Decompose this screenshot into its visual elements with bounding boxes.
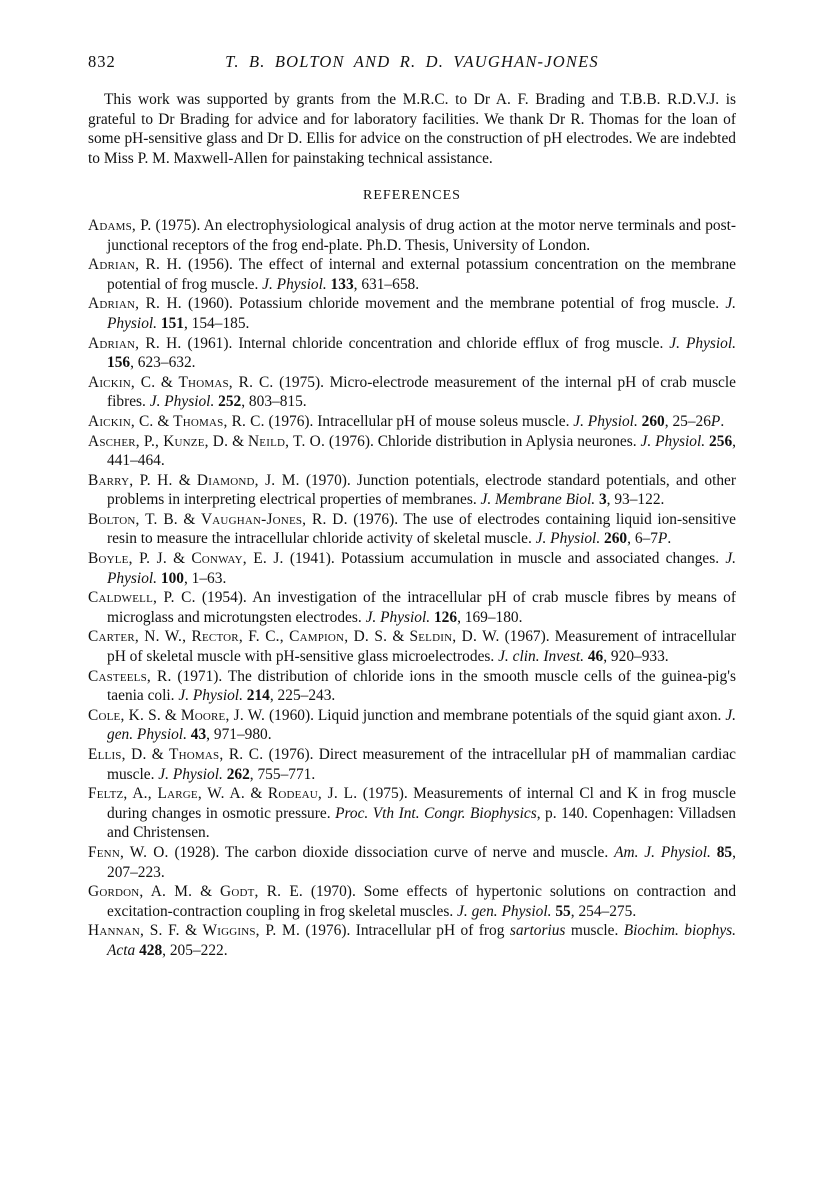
- reference-segment: (1961). Internal chloride concentration and chloride efflux of frog muscle.: [181, 334, 670, 352]
- reference-segment: J. Physiol.: [262, 275, 331, 293]
- reference-segment: Boyle, P. J.: [88, 550, 167, 568]
- reference-segment: , 441–464.: [107, 432, 736, 470]
- reference-segment: (1976). Chloride distribution in Aplysia neurones.: [325, 432, 641, 450]
- reference-segment: 252: [218, 393, 242, 411]
- reference-segment: 156: [107, 354, 131, 372]
- reference-segment: (1960). Potassium chloride movement and the membrane potential of frog muscle.: [181, 295, 726, 313]
- reference-segment: , 803–815.: [241, 393, 307, 411]
- reference-segment: Seldin, D. W.: [409, 628, 500, 646]
- reference-segment: Moore, J. W.: [180, 706, 266, 724]
- reference-segment: J. Physiol.: [107, 295, 736, 332]
- reference-segment: J. Physiol.: [158, 765, 227, 783]
- reference-segment: (1975). Measurements of internal Cl and K in frog muscle during changes in osmotic pressure.: [107, 785, 736, 822]
- reference-segment: Adams, P.: [88, 216, 152, 234]
- page-number: 832: [88, 52, 116, 71]
- reference-entry: [88, 882, 736, 921]
- reference-segment: (1960). Liquid junction and membrane potentials of the squid giant axon.: [265, 706, 726, 724]
- reference-segment: &: [179, 922, 203, 940]
- reference-segment: , 920–933.: [603, 648, 669, 666]
- reference-segment: &: [160, 706, 181, 724]
- reference-segment: muscle.: [565, 922, 624, 940]
- reference-segment: &: [228, 432, 248, 450]
- reference-segment: Vaughan-Jones, R. D.: [200, 510, 348, 528]
- reference-segment: (1975). An electrophysiological analysis of drug action at the motor nerve terminals and post-junctional receptors of the frog end-plate. Ph.D. Thesis, University of London.: [107, 216, 736, 254]
- reference-segment: Casteels, R.: [88, 667, 172, 685]
- reference-segment: Gordon, A. M.: [88, 883, 193, 901]
- reference-segment: , 1–63.: [183, 569, 227, 587]
- reference-segment: , 205–222.: [162, 941, 228, 959]
- reference-segment: Fenn, W. O.: [88, 843, 169, 861]
- reference-segment: Neild, T. O.: [247, 432, 325, 450]
- reference-segment: (1971). The distribution of chloride ions in the smooth muscle cells of the guinea-pig's taenia coli.: [107, 667, 736, 705]
- reference-segment: (1956). The effect of internal and external potassium concentration on the membrane potential of frog muscle.: [107, 256, 736, 293]
- reference-segment: , 207–223.: [107, 843, 736, 881]
- reference-segment: Barry, P. H.: [88, 471, 173, 489]
- reference-segment: Godt, R. E.: [220, 883, 303, 901]
- reference-segment: Hannan, S. F.: [88, 922, 180, 940]
- reference-entry: [88, 412, 736, 432]
- reference-segment: Carter, N. W., Rector, F. C., Campion, D. S.: [88, 628, 388, 646]
- page-header: [88, 52, 736, 76]
- reference-segment: (1928). The carbon dioxide dissociation curve of nerve and muscle.: [168, 843, 615, 861]
- reference-segment: , 6–7: [627, 530, 658, 548]
- reference-list: [88, 216, 736, 961]
- references-heading: REFERENCES: [363, 188, 461, 204]
- reference-segment: 151: [160, 314, 184, 332]
- reference-segment: (1975). Micro-electrode measurement of the internal pH of crab muscle fibres.: [107, 373, 736, 411]
- reference-segment: , 169–180.: [457, 608, 523, 626]
- reference-segment: 55: [555, 902, 571, 920]
- reference-segment: J. Membrane Biol.: [480, 491, 599, 509]
- reference-entry: [88, 784, 736, 843]
- reference-segment: Aickin, C.: [88, 412, 154, 430]
- reference-segment: (1954). An investigation of the intracellular pH of crab muscle fibres by means of microglass and microtungsten electrodes.: [107, 589, 736, 626]
- reference-segment: , 631–658.: [353, 275, 420, 293]
- reference-segment: Caldwell, P. C.: [88, 589, 196, 607]
- reference-segment: J. Physiol.: [365, 608, 434, 626]
- reference-segment: 46: [587, 648, 604, 666]
- reference-entry: [88, 255, 736, 294]
- reference-segment: , 755–771.: [249, 765, 316, 783]
- reference-segment: , 25–26: [664, 412, 711, 430]
- reference-segment: Thomas, R. C.: [173, 412, 265, 430]
- reference-segment: J. gen. Physiol.: [107, 706, 737, 744]
- reference-segment: 262: [226, 765, 250, 783]
- reference-segment: 428: [139, 941, 163, 959]
- reference-segment: &: [166, 550, 192, 568]
- reference-segment: Wiggins, P. M.: [202, 922, 300, 940]
- reference-segment: J. Physiol.: [669, 334, 736, 352]
- reference-segment: P: [710, 412, 721, 430]
- reference-entry: [88, 432, 736, 471]
- reference-segment: 214: [246, 687, 270, 705]
- reference-segment: 100: [160, 569, 184, 587]
- reference-segment: 43: [190, 726, 207, 744]
- reference-segment: 260: [641, 412, 665, 430]
- reference-segment: &: [153, 412, 174, 430]
- reference-segment: (1976). Intracellular pH of mouse soleus muscle.: [264, 412, 574, 430]
- reference-entry: [88, 921, 736, 960]
- reference-segment: 133: [330, 275, 354, 293]
- reference-segment: Aickin, C.: [88, 373, 156, 391]
- reference-segment: 256: [709, 432, 733, 450]
- reference-segment: , 154–185.: [183, 314, 250, 332]
- reference-segment: , 254–275.: [570, 902, 637, 920]
- reference-segment: Adrian, R. H.: [88, 256, 182, 274]
- reference-entry: [88, 510, 736, 549]
- reference-segment: Proc. Vth Int. Congr. Biophysics: [335, 804, 537, 822]
- reference-segment: (1976). Intracellular pH of frog: [300, 922, 510, 940]
- reference-segment: &: [387, 628, 410, 646]
- reference-segment: P: [657, 530, 668, 548]
- reference-entry: [88, 706, 736, 745]
- reference-segment: (1970). Some effects of hypertonic solutions on contraction and excitation-contraction coupling in frog skeletal muscles.: [107, 883, 737, 920]
- reference-segment: J. Physiol.: [573, 412, 642, 430]
- reference-segment: &: [155, 373, 179, 391]
- reference-segment: , p. 140. Copenhagen: Villadsen and Christensen.: [107, 804, 737, 842]
- reference-segment: Cole, K. S.: [88, 706, 161, 724]
- reference-segment: 85: [716, 843, 733, 861]
- reference-segment: J. Physiol.: [640, 432, 710, 450]
- reference-segment: (1970). Junction potentials, electrode standard potentials, and other problems in interpreting electrical properties of membranes.: [107, 471, 737, 509]
- reference-segment: .: [720, 412, 725, 430]
- reference-segment: 3: [598, 491, 607, 509]
- reference-segment: &: [146, 746, 169, 763]
- reference-entry: [88, 471, 736, 510]
- running-head: T. B. BOLTON AND R. D. VAUGHAN-JONES: [225, 52, 599, 71]
- reference-segment: (1976). Direct measurement of the intracellular pH of mammalian cardiac muscle.: [107, 746, 736, 783]
- reference-segment: .: [667, 530, 672, 548]
- reference-entry: [88, 745, 736, 784]
- reference-segment: Feltz, A., Large, W. A.: [88, 785, 245, 803]
- reference-segment: Bolton, T. B.: [88, 510, 178, 528]
- reference-segment: , 623–632.: [130, 354, 196, 372]
- reference-entry: [88, 588, 736, 627]
- reference-segment: Ascher, P., Kunze, D.: [88, 432, 229, 450]
- reference-segment: &: [172, 471, 197, 489]
- reference-segment: Adrian, R. H.: [88, 334, 182, 352]
- reference-entry: [88, 549, 736, 588]
- reference-segment: , 93–122.: [606, 491, 665, 509]
- reference-entry: [88, 294, 736, 333]
- reference-entry: [88, 334, 736, 373]
- reference-segment: J. clin. Invest.: [498, 648, 588, 666]
- reference-entry: [88, 667, 736, 706]
- reference-segment: &: [244, 785, 268, 803]
- reference-segment: Ellis, D.: [88, 746, 147, 763]
- reference-segment: , 971–980.: [206, 726, 272, 744]
- reference-segment: 126: [433, 608, 458, 626]
- reference-segment: (1941). Potassium accumulation in muscle and associated changes.: [283, 550, 726, 568]
- reference-entry: [88, 627, 736, 666]
- reference-segment: Diamond, J. M.: [196, 471, 300, 489]
- reference-entry: [88, 373, 736, 412]
- reference-segment: J. Physiol.: [178, 687, 247, 705]
- reference-segment: J. gen. Physiol.: [457, 902, 556, 920]
- reference-segment: &: [177, 510, 201, 528]
- acknowledgment-paragraph: This work was supported by grants from the M.R.C. to Dr A. F. Brading and T.B.B. R.D.V.J. is grateful to Dr Brading for advice and for laboratory facilities. We thank Dr R. Thomas for the loan of some pH-sensitive glass and Dr D. Ellis for advice on the construction of pH electrodes. We are indebted to Miss P. M. Maxwell-Allen for painstaking technical assistance.: [88, 91, 736, 167]
- reference-segment: Thomas, R. C.: [169, 746, 264, 763]
- reference-segment: Conway, E. J.: [191, 550, 284, 568]
- reference-segment: Thomas, R. C.: [178, 373, 274, 391]
- reference-segment: 260: [604, 530, 628, 548]
- reference-segment: Adrian, R. H.: [88, 295, 182, 313]
- reference-entry: [88, 843, 736, 882]
- reference-segment: Rodeau, J. L.: [267, 785, 358, 803]
- reference-segment: Biochim. biophys. Acta: [107, 922, 736, 959]
- reference-entry: [88, 216, 736, 255]
- reference-segment: (1967). Measurement of intracellular pH of skeletal muscle with pH-sensitive glass microelectrodes.: [107, 628, 736, 666]
- reference-segment: (1976). The use of electrodes containing liquid ion-sensitive resin to measure the intracellular chloride activity of skeletal muscle.: [107, 510, 736, 548]
- reference-segment: &: [192, 883, 220, 901]
- reference-segment: J. Physiol.: [149, 393, 219, 411]
- reference-segment: Am. J. Physiol.: [614, 843, 717, 861]
- reference-segment: J. Physiol.: [107, 550, 736, 587]
- reference-segment: sartorius: [509, 922, 566, 940]
- reference-segment: , 225–243.: [269, 687, 336, 705]
- reference-segment: J. Physiol.: [535, 530, 605, 548]
